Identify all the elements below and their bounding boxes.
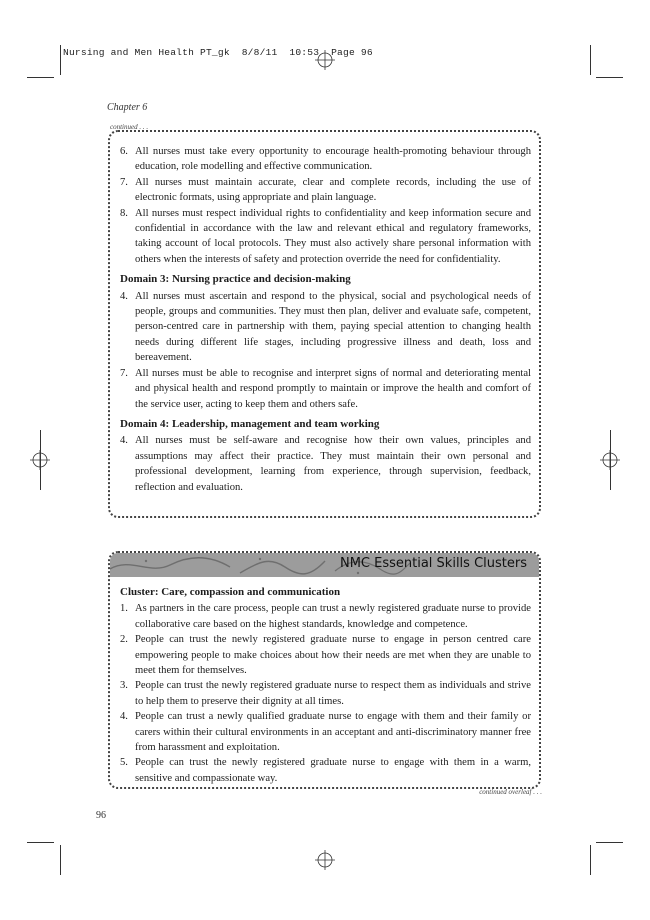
list-item [120,709,531,755]
crop-mark [610,430,611,490]
crop-mark [27,842,54,843]
continued-overleaf-label: continued overleaf . . . [479,788,542,796]
item-text: All nurses must be self-aware and recognise how their own values, principles and assumptions may affect their practice. They must maintain their own personal and professional development, learning from experience, through supervision, feedback, reflection and evaluation. [135,435,531,493]
item-text: People can trust the newly registered graduate nurse to engage with them in a warm, sensitive and compassionate way. [135,757,531,784]
list-item [120,601,531,632]
registration-mark-icon [315,50,335,70]
item-number: 7. [120,367,128,379]
item-text: People can trust a newly qualified graduate nurse to engage with them and their family or carers within their cultural environments in an acceptant and anti-discriminatory manner free from harassment and exploitation. [135,711,531,754]
item-number: 8. [120,207,128,219]
crop-mark [27,77,54,78]
item-text: All nurses must be able to recognise and interpret signs of normal and deteriorating mental and physical health and respond promptly to maintain or improve the health and comfort of the service user, acting to keep them and others safe. [135,367,531,410]
item-number: 6. [120,146,128,157]
item-number: 4. [120,435,128,447]
crop-mark [596,77,623,78]
crop-mark [590,45,591,75]
page-number: 96 [96,810,106,821]
crop-mark [40,430,41,490]
registration-mark-icon [315,850,335,870]
crop-mark [60,845,61,875]
item-text: All nurses must maintain accurate, clear and complete records, including the use of electronic formats, using appropriate and plain language. [135,176,531,204]
banner-title: NMC Essential Skills Clusters [339,556,527,571]
list-item [120,678,531,709]
list-item [120,144,531,175]
item-text: People can trust the newly registered graduate nurse to respect them as individuals and strive to help them to preserve their dignity at all times. [135,680,531,707]
item-number: 1. [120,603,128,615]
domain4-heading: Domain 4: Leadership, management and team working [120,417,380,430]
standards-list-a [120,144,531,267]
crop-mark [60,45,61,75]
skills-clusters-banner [110,553,539,577]
list-item [120,632,531,678]
cluster-heading: Cluster: Care, compassion and communication [120,586,341,598]
print-slug-line: Nursing and Men Health PT_gk 8/8/11 10:53 Page 96 [63,47,373,58]
chapter-label: Chapter 6 [107,102,148,113]
cluster-list [120,601,531,786]
list-item [120,755,531,786]
continued-label: continued . . . [110,123,149,131]
item-text: All nurses must respect individual rights to confidentiality and keep information secure and confidential in accordance with the law and relevant ethical and regulatory frameworks, taking account of local protocols. They must also actively share personal information with others when the interests of safety and protection override the need for confidentiality. [135,207,531,265]
standards-box-content [120,144,531,495]
list-item [120,289,531,366]
item-text: As partners in the care process, people can trust a newly registered graduate nurse to provide collaborative care based on the highest standards, knowledge and competence. [135,603,531,630]
crop-mark [590,845,591,875]
list-item [120,175,531,206]
skills-clusters-content [120,580,531,786]
crop-mark [596,842,623,843]
item-text: People can trust the newly registered graduate nurse to engage in person centred care empowering people to make choices about how their needs are met when they are unable to meet them for themselves. [135,634,531,677]
item-number: 5. [120,757,128,769]
item-text: All nurses must ascertain and respond to the physical, social and psychological needs of people, groups and communities. They must then plan, deliver and evaluate safe, competent, person-centred care in partnership with them, paying special attention to changing health needs during different life stages, including progressive illness and death, loss and bereavement. [135,290,531,364]
list-item [120,433,531,495]
item-number: 4. [120,290,128,302]
list-item [120,206,531,268]
item-number: 2. [120,634,128,646]
item-number: 4. [120,711,128,723]
item-number: 7. [120,176,128,188]
standards-list-b [120,289,531,412]
list-item [120,366,531,412]
domain3-heading: Domain 3: Nursing practice and decision-making [120,273,351,286]
standards-list-c [120,433,531,495]
item-text: All nurses must take every opportunity to encourage health-promoting behaviour through education, role modelling and effective communication. [135,146,531,173]
item-number: 3. [120,680,128,692]
